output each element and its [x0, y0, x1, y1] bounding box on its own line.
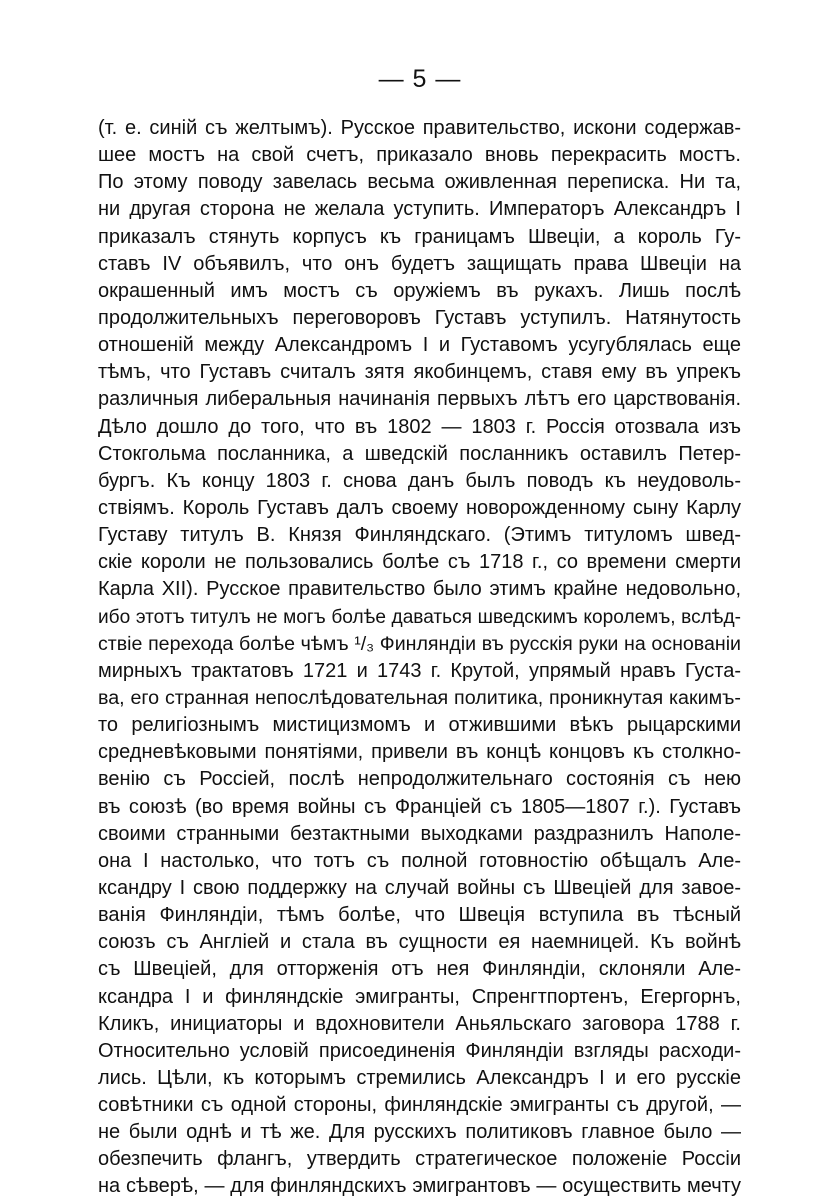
text-line-20: ствіе перехода болѣе чѣмъ ¹/₃ Финляндіи въ русскія руки на основаніи [98, 632, 741, 655]
text-line-40: на сѣверѣ, — для финляндскихъ эмигрантовъ — осуществить мечту [98, 1175, 741, 1198]
text-line-7: окрашенный имъ мостъ съ оружіемъ въ рукахъ. Лишь послѣ [98, 279, 741, 302]
text-line-26: въ союзѣ (во время войны съ Франціей съ 1805—1807 г.). Густавъ [98, 795, 741, 818]
text-line-18: Карла XII). Русское правительство было этимъ крайне недовольно, [98, 578, 741, 601]
text-line-4: ни другая сторона не желала уступить. Императоръ Александръ I [98, 198, 741, 221]
text-line-39: обезпечить флангъ, утвердить стратегическое положеніе Россіи [98, 1148, 741, 1171]
text-line-15: ствіямъ. Король Густавъ далъ своему новорожденному сыну Карлу [98, 496, 741, 519]
text-line-10: тѣмъ, что Густавъ считалъ зятя якобинцемъ, ставя ему въ упрекъ [98, 361, 741, 384]
text-line-16: Густаву титулъ В. Князя Финляндскаго. (Этимъ титуломъ швед- [98, 524, 741, 547]
text-line-27: своими странными безтактными выходками раздразнилъ Наполе- [98, 822, 741, 845]
text-line-8: продолжительныхъ переговоровъ Густавъ уступилъ. Натянутость [98, 306, 741, 329]
text-line-31: союзъ съ Англіей и стала въ сущности ея наемницей. Къ войнѣ [98, 931, 741, 954]
text-line-21: мирныхъ трактатовъ 1721 и 1743 г. Крутой, упрямый нравъ Густа- [98, 659, 741, 682]
text-line-28: она I настолько, что тотъ съ полной готовностію обѣщалъ Але- [98, 849, 741, 872]
text-line-25: венію съ Россіей, послѣ непродолжительнаго состоянія съ нею [98, 768, 741, 791]
text-line-1: (т. е. синій съ желтымъ). Русское правительство, искони содержав- [98, 117, 741, 139]
text-line-29: ксандру I свою поддержку на случай войны съ Швеціей для завое- [98, 876, 741, 899]
text-line-36: лись. Цѣли, къ которымъ стремились Александръ I и его русскіе [98, 1066, 741, 1089]
text-line-9: отношеній между Александромъ I и Густавомъ усугублялась еще [98, 334, 741, 357]
text-line-23: то религіознымъ мистицизмомъ и отжившими вѣкъ рыцарскими [98, 714, 741, 737]
text-line-38: не были однѣ и тѣ же. Для русскихъ политиковъ главное было — [98, 1121, 741, 1144]
text-line-37: совѣтники съ одной стороны, финляндскіе эмигранты съ другой, — [98, 1094, 741, 1117]
body-text [98, 115, 741, 1201]
text-line-5: приказалъ стянуть корпусъ къ границамъ Швеціи, а король Гу- [98, 225, 741, 248]
text-line-14: бургъ. Къ концу 1803 г. снова данъ былъ поводъ къ неудоволь- [98, 469, 741, 492]
page-number: — 5 — [378, 65, 462, 93]
text-line-24: средневѣковыми понятіями, привели въ концѣ концовъ къ столкно- [98, 741, 741, 764]
text-line-3: По этому поводу завелась весьма оживленная переписка. Ни та, [98, 171, 741, 194]
text-line-6: ставъ IV объявилъ, что онъ будетъ защищать права Швеціи на [98, 252, 741, 275]
text-line-34: Кликъ, инициаторы и вдохновители Аньяльскаго заговора 1788 г. [98, 1012, 741, 1035]
text-line-32: съ Швеціей, для отторженія отъ нея Финляндіи, склоняли Але- [98, 958, 741, 981]
text-line-22: ва, его странная непослѣдовательная политика, проникнутая какимъ- [98, 686, 741, 709]
text-line-19: ибо этотъ титулъ не могъ болѣе даваться шведскимъ королемъ, вслѣд- [98, 606, 741, 628]
text-line-12: Дѣло дошло до того, что въ 1802 — 1803 г. Россія отозвала изъ [98, 415, 741, 438]
text-line-13: Стокгольма посланника, а шведскій посланникъ оставилъ Петер- [98, 442, 741, 465]
text-line-35: Относительно условій присоединенія Финляндіи взгляды расходи- [98, 1039, 741, 1062]
text-line-11: различныя либеральныя начинанія первыхъ лѣтъ его царствованія. [98, 388, 741, 411]
text-line-30: ванія Финляндіи, тѣмъ болѣе, что Швеція вступила въ тѣсный [98, 904, 741, 927]
text-line-33: ксандра I и финляндскіе эмигранты, Спренгтпортенъ, Егергорнъ, [98, 985, 741, 1008]
text-line-2: шее мостъ на свой счетъ, приказало вновь перекрасить мостъ. [98, 144, 741, 167]
text-line-17: скіе короли не пользовались болѣе съ 1718 г., со времени смерти [98, 551, 741, 574]
